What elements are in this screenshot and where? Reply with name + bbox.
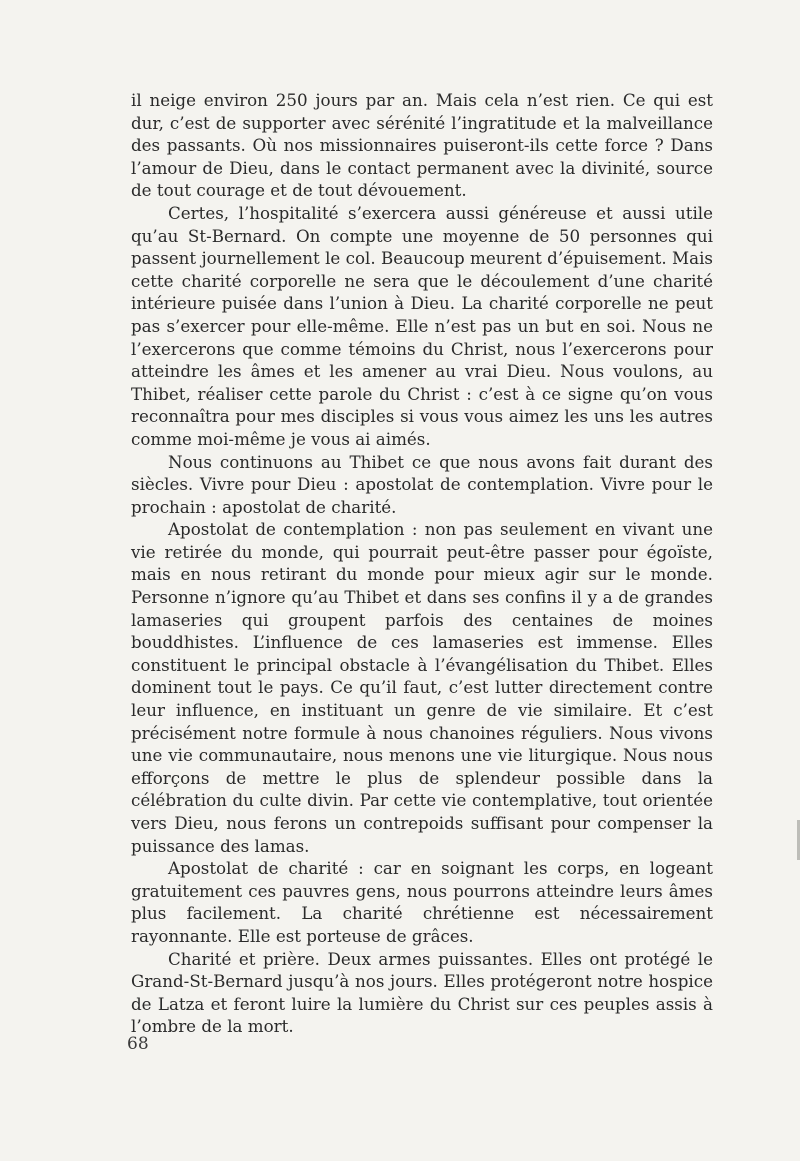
paragraph-5: Apostolat de charité : car en soignant les corps, en logeant gratuitement ces pauvres gens, nous pourrons atteindre leurs âmes plus facilement. La charité chrétienne est nécessairement rayonnante. Elle est porteuse de grâces.	[131, 858, 713, 946]
paragraph-6: Charité et prière. Deux armes puissantes. Elles ont protégé le Grand-St-Bernard jusqu’à nos jours. Elles protégeront notre hospice de Latza et feront luire la lumière du Christ sur ces peuples assis à l’ombre de la mort.	[131, 948, 713, 1037]
paragraph-3: Nous continuons au Thibet ce que nous avons fait durant des siècles. Vivre pour Dieu : apostolat de contemplation. Vivre pour le prochain : apostolat de charité.	[131, 451, 713, 517]
page-body-text	[131, 89, 713, 1038]
paragraph-1: il neige environ 250 jours par an. Mais cela n’est rien. Ce qui est dur, c’est de supporter avec sérénité l’ingratitude et la malveillance des passants. Où nos missionnaires puiseront-ils cette force ? Dans l’amour de Dieu, dans le contact permanent avec la divinité, source de tout courage et de tout dévouement.	[131, 90, 713, 201]
paragraph-4: Apostolat de contemplation : non pas seulement en vivant une vie retirée du monde, qui pourrait peut-être passer pour égoïste, mais en nous retirant du monde pour mieux agir sur le monde. Personne n’ignore qu’au Thibet et dans ses confins il y a de grandes lamaseries qui groupent parfois des centaines de moines bouddhistes. L’influence de ces lamaseries est immense. Elles constituent le principal obstacle à l’évangélisation du Thibet. Elles dominent tout le pays. Ce qu’il faut, c’est lutter directement contre leur influence, en instituant un genre de vie similaire. Et c’est précisément notre formule à nous chanoines réguliers. Nous vivons une vie communautaire, nous menons une vie liturgique. Nous nous efforçons de mettre le plus de splendeur possible dans la célébration du culte divin. Par cette vie contemplative, tout orientée vers Dieu, nous ferons un contrepoids suffisant pour compenser la puissance des lamas.	[131, 519, 713, 856]
page-number: 68	[127, 1034, 149, 1054]
paragraph-2: Certes, l’hospitalité s’exercera aussi généreuse et aussi utile qu’au St-Bernard. On compte une moyenne de 50 personnes qui passent journellement le col. Beaucoup meurent d’épuisement. Mais cette charité corporelle ne sera que le découlement d’une charité intérieure puisée dans l’union à Dieu. La charité corporelle ne peut pas s’exercer pour elle-même. Elle n’est pas un but en soi. Nous ne l’exercerons que comme témoins du Christ, nous l’exercerons pour atteindre les âmes et les amener au vrai Dieu. Nous voulons, au Thibet, réaliser cette parole du Christ : c’est à ce signe qu’on vous reconnaîtra pour mes disciples si vous vous aimez les uns les autres comme moi-même je vous ai aimés.	[131, 202, 713, 449]
